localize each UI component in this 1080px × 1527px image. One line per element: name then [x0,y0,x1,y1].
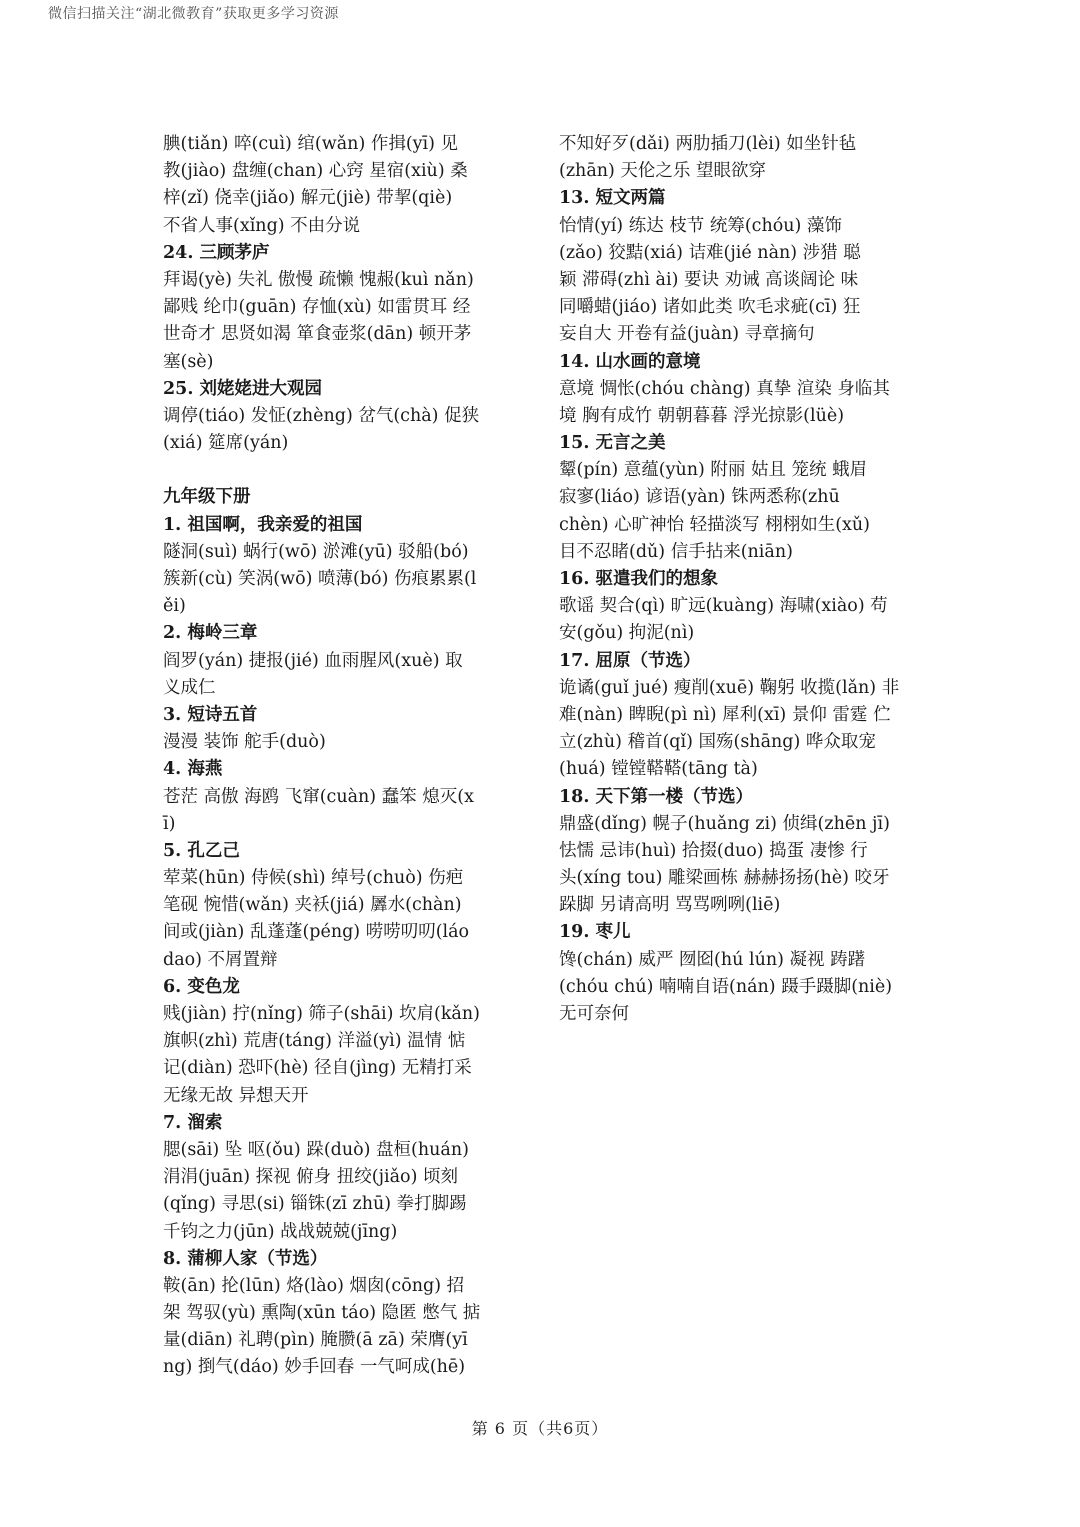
vocabulary-line: 歌谣 契合(qì) 旷远(kuàng) 海啸(xiào) 苟 [559,596,888,617]
vocabulary-line: 世奇才 思贤如渴 箪食壶浆(dān) 顿开茅 [163,324,472,345]
vocabulary-line: 鄙贱 纶巾(guān) 存恤(xù) 如雷贯耳 经 [163,297,471,318]
section-heading: 5. 孔乙己 [163,840,240,861]
section-heading: 6. 变色龙 [163,976,240,997]
vocabulary-line: (zhān) 天伦之乐 望眼欲穿 [559,161,766,182]
vocabulary-line: 簇新(cù) 笑涡(wō) 喷薄(bó) 伤痕累累(l [163,569,477,589]
vocabulary-line: 不省人事(xǐng) 不由分说 [163,215,361,236]
vocabulary-line: 涓涓(juān) 探视 俯身 扭绞(jiǎo) 顷刻 [163,1167,458,1188]
vocabulary-line: 跺脚 另请高明 骂骂咧咧(liē) [559,895,781,916]
section-heading: 18. 天下第一楼（节选） [559,786,754,807]
vocabulary-line: 立(zhù) 稽首(qǐ) 国殇(shāng) 哗众取宠 [559,732,876,753]
vocabulary-line: 意境 惆怅(chóu chàng) 真挚 渲染 身临其 [559,378,890,399]
vocabulary-line: 无缘无故 异想天开 [163,1085,309,1106]
vocabulary-line: 隧洞(suì) 蜗行(wō) 淤滩(yū) 驳船(bó) [163,541,469,562]
vocabulary-line: 拜谒(yè) 失礼 傲慢 疏懒 愧赧(kuì nǎn) [163,269,474,290]
vocabulary-line: 头(xíng tou) 雕梁画栋 赫赫扬扬(hè) 咬牙 [559,868,890,889]
vocabulary-line: 间或(jiàn) 乱蓬蓬(péng) 唠唠叨叨(láo [163,922,470,943]
vocabulary-line: 量(diān) 礼聘(pìn) 腌臜(ā zā) 荣膺(yī [163,1330,468,1351]
section-heading: 九年级下册 [163,487,251,508]
vocabulary-line: 颖 滞碍(zhì ài) 要诀 劝诫 高谈阔论 味 [559,269,859,290]
vocabulary-line: ng) 捯气(dáo) 妙手回春 一气呵成(hē) [163,1357,466,1378]
section-heading: 14. 山水画的意境 [559,351,701,372]
vocabulary-line: 漫漫 装饰 舵手(duò) [163,732,326,753]
vocabulary-line: 架 驾驭(yù) 熏陶(xūn táo) 隐匿 憋气 掂 [163,1303,481,1324]
vocabulary-line: 腆(tiǎn) 啐(cuì) 绾(wǎn) 作揖(yī) 见 [163,134,459,154]
section-heading: 8. 蒲柳人家（节选） [163,1248,328,1269]
vocabulary-line: 千钧之力(jūn) 战战兢兢(jīng) [163,1221,398,1242]
vocabulary-line: 目不忍睹(dǔ) 信手拈来(niān) [559,541,793,562]
vocabulary-line: 怡情(yí) 练达 枝节 统筹(chóu) 藻饰 [559,215,842,236]
vocabulary-line: 怯懦 忌讳(huì) 拾掇(duo) 捣蛋 凄惨 行 [559,840,868,861]
vocabulary-line: 寂寥(liáo) 谚语(yàn) 铢两悉称(zhū [559,487,840,508]
vocabulary-line: ěi) [163,596,186,617]
vocabulary-line: 安(gǒu) 拘泥(nì) [559,623,695,644]
vocabulary-line: dao) 不屑置辩 [163,949,278,970]
vocabulary-line: 鼎盛(dǐng) 幌子(huǎng zi) 侦缉(zhēn jī) [559,813,890,834]
page-footer: 第 6 页（共6页） [471,1419,609,1438]
vocabulary-line: 义成仁 [163,677,216,698]
vocabulary-line: 无可奈何 [559,1004,629,1024]
right-column [559,131,921,1028]
vocabulary-line: 荤菜(hūn) 侍候(shì) 绰号(chuò) 伤疤 [163,868,464,889]
left-column [163,131,525,1382]
vocabulary-line: 阎罗(yán) 捷报(jié) 血雨腥风(xuè) 取 [163,650,463,671]
vocabulary-line: (qǐng) 寻思(si) 锱铢(zī zhū) 拳打脚踢 [163,1194,467,1215]
vocabulary-line: 馋(chán) 威严 囫囵(hú lún) 凝视 踌躇 [559,949,866,970]
vocabulary-line: (huá) 镗镗鞳鞳(tāng tà) [559,759,758,780]
vocabulary-line: 教(jiào) 盘缠(chan) 心窍 星宿(xiù) 桑 [163,161,468,182]
section-heading: 24. 三顾茅庐 [163,242,270,263]
vocabulary-line: 苍茫 高傲 海鸥 飞窜(cuàn) 蠢笨 熄灭(x [163,786,474,807]
section-heading: 1. 祖国啊，我亲爱的祖国 [163,514,363,535]
vocabulary-line: 记(diàn) 恐吓(hè) 径自(jìng) 无精打采 [163,1058,472,1079]
vocabulary-line: 妄自大 开卷有益(juàn) 寻章摘句 [559,324,815,345]
section-heading: 3. 短诗五首 [163,704,258,725]
section-heading: 2. 梅岭三章 [163,623,258,644]
vocabulary-line: 腮(sāi) 坠 呕(ǒu) 跺(duò) 盘桓(huán) [163,1139,469,1160]
vocabulary-line: 诡谲(guǐ jué) 瘦削(xuē) 鞠躬 收揽(lǎn) 非 [559,677,900,698]
blank-line [163,457,525,484]
section-heading: 16. 驱遣我们的想象 [559,569,719,589]
vocabulary-line: (zǎo) 狡黠(xiá) 诘难(jié nàn) 涉猎 聪 [559,242,861,263]
section-heading: 4. 海燕 [163,759,223,780]
section-heading: 17. 屈原（节选） [559,650,701,671]
section-heading: 7. 溜索 [163,1112,223,1133]
vocabulary-line: ī) [163,813,176,834]
section-heading: 25. 刘姥姥进大观园 [163,378,323,399]
section-heading: 13. 短文两篇 [559,188,666,209]
vocabulary-line: (chóu chú) 喃喃自语(nán) 蹑手蹑脚(niè) [559,976,893,997]
vocabulary-line: 难(nàn) 睥睨(pì nì) 犀利(xī) 景仰 雷霆 伫 [559,704,891,725]
vocabulary-line: 调停(tiáo) 发怔(zhèng) 岔气(chà) 促狭 [163,405,480,426]
vocabulary-line: 旗帜(zhì) 荒唐(táng) 洋溢(yì) 温情 惦 [163,1031,466,1052]
page-header: 微信扫描关注“湖北微教育”获取更多学习资源 [48,6,339,22]
vocabulary-line: 鞍(ān) 抡(lūn) 烙(lào) 烟囱(cōng) 招 [163,1275,465,1296]
vocabulary-line: 梓(zǐ) 侥幸(jiǎo) 解元(jiè) 带挈(qiè) [163,188,453,209]
section-heading: 15. 无言之美 [559,433,666,454]
vocabulary-line: chèn) 心旷神怡 轻描淡写 栩栩如生(xǔ) [559,514,871,535]
vocabulary-line: 笔砚 惋惜(wǎn) 夹袄(jiá) 羼水(chàn) [163,895,462,916]
vocabulary-line: 塞(sè) [163,351,214,372]
vocabulary-line: 境 胸有成竹 朝朝暮暮 浮光掠影(lüè) [559,405,845,426]
vocabulary-line: 贱(jiàn) 拧(nǐng) 筛子(shāi) 坎肩(kǎn) [163,1004,480,1024]
vocabulary-line: 同嚼蜡(jiáo) 诸如此类 吹毛求疵(cī) 狂 [559,297,861,318]
vocabulary-line: 不知好歹(dǎi) 两肋插刀(lèi) 如坐针毡 [559,134,857,154]
section-heading: 19. 枣儿 [559,922,631,943]
vocabulary-line: (xiá) 筵席(yán) [163,433,289,454]
vocabulary-line: 颦(pín) 意蕴(yùn) 附丽 姑且 笼统 蛾眉 [559,460,868,481]
